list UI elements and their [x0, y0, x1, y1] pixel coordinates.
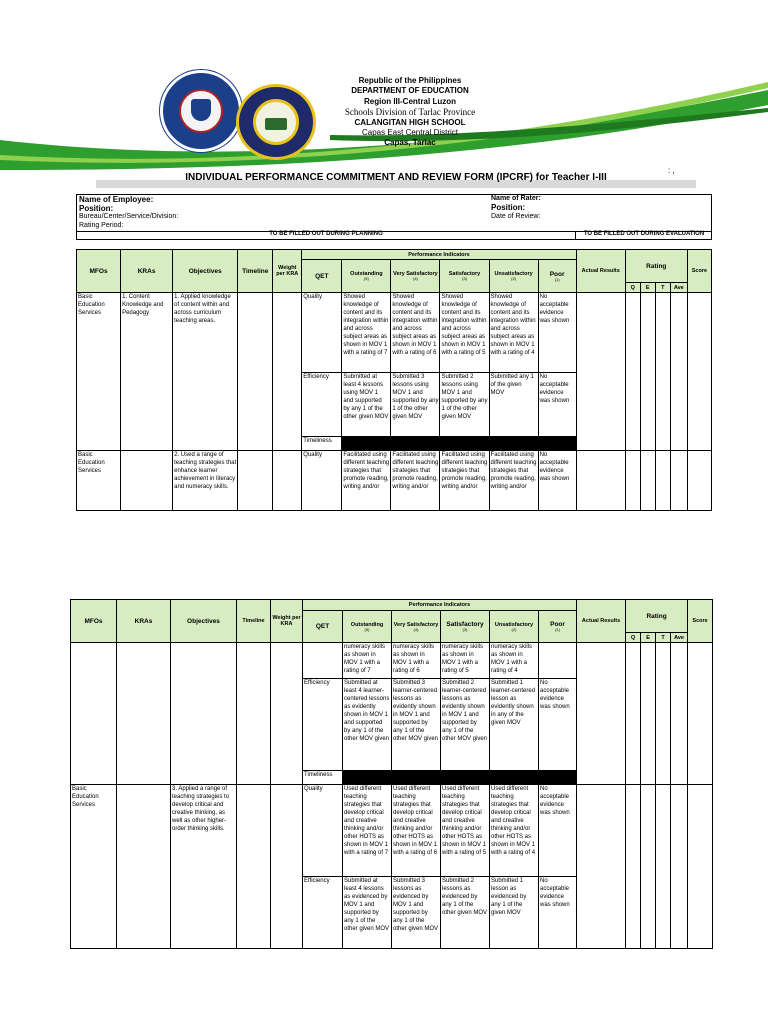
timeliness-blackout — [342, 437, 576, 451]
employee-position-label: Position: — [79, 204, 114, 213]
indicator-very-satisfactory: Submitted 3 learner-centered lessons as evidently shown in MOV 1 and supported by any 1 of the other MOV given — [392, 679, 441, 771]
rating-ave-cell[interactable] — [670, 293, 687, 451]
kra-cell — [117, 785, 171, 949]
rater-position-label: Position: — [491, 203, 526, 212]
objective-cell: 1. Applied knowledge of content within and across curriculum teaching areas. — [173, 293, 238, 451]
qet-quality: Quality — [303, 785, 343, 877]
header-town: Capas, Tarlac — [384, 138, 436, 147]
kra-cell — [121, 451, 173, 511]
qet-efficiency: Efficiency — [302, 373, 342, 437]
rating-t-cell[interactable] — [656, 785, 671, 949]
qet-timeliness: Timeliness — [303, 771, 343, 785]
col-unsatisfactory: Unsatisfactory (2) — [490, 611, 539, 643]
employee-info-box — [76, 194, 712, 240]
header-division: Schools Division of Tarlac Province — [344, 107, 476, 117]
ipcrf-table-1 — [76, 249, 712, 511]
header-deped: DEPARTMENT OF EDUCATION — [351, 86, 469, 95]
rating-e-cell[interactable] — [641, 785, 656, 949]
header-region: Region III-Central Luzon — [364, 97, 456, 106]
indicator-very-satisfactory: Submitted 3 lessons as evidenced by MOV 1 and supported by any 1 of the other given MOV — [392, 877, 441, 949]
col-timeline: Timeline — [237, 600, 271, 643]
indicator-very-satisfactory: numeracy skills as shown in MOV 1 with a rating of 6 — [392, 643, 441, 679]
objective-cell: 2. Used a range of teaching strategies that enhance learner achievement in literacy and numeracy skills. — [173, 451, 238, 511]
indicator-unsatisfactory: numeracy skills as shown in MOV 1 with a rating of 4 — [490, 643, 539, 679]
bureau-label: Bureau/Center/Service/Division: — [79, 213, 179, 220]
table-row — [77, 451, 712, 511]
qet-quality: Quality — [302, 293, 342, 373]
objective-cell — [171, 643, 237, 785]
rating-q-cell[interactable] — [625, 451, 640, 511]
weight-cell[interactable] — [271, 785, 303, 949]
col-rating-ave: Ave — [670, 283, 687, 293]
indicator-very-satisfactory: Used different teaching strategies that develop critical and creative thinking and/or other HOTS as shown in MOV 1 with a rating of 6 — [392, 785, 441, 877]
indicator-outstanding: Showed knowledge of content and its integration within and across subject areas as shown in MOV 1 with a rating of 7 — [342, 293, 391, 373]
indicator-unsatisfactory: Submitted 1 lesson as evidenced by any 1 of the given MOV — [490, 877, 539, 949]
indicator-satisfactory: Submitted 2 lessons using MOV 1 and supported by any 1 of the other given MOV — [440, 373, 489, 437]
col-very-satisfactory: Very Satisfactory (4) — [391, 260, 440, 293]
col-rating-ave: Ave — [671, 633, 688, 643]
indicator-unsatisfactory: Used different teaching strategies that develop critical and creative thinking and/or other HOTS as shown in MOV 1 with a rating of 4 — [490, 785, 539, 877]
header-republic: Republic of the Philippines — [358, 76, 462, 85]
rating-t-cell[interactable] — [656, 643, 671, 785]
col-rating-t: T — [655, 283, 670, 293]
rating-ave-cell[interactable] — [670, 451, 687, 511]
actual-results-cell[interactable] — [576, 451, 625, 511]
header-district: Capas East Central District — [361, 128, 459, 137]
weight-cell[interactable] — [273, 451, 302, 511]
col-unsatisfactory: Unsatisfactory (2) — [489, 260, 538, 293]
col-objectives: Objectives — [173, 250, 238, 293]
col-rating: Rating — [626, 600, 688, 633]
score-cell[interactable] — [688, 643, 713, 785]
table-row — [77, 293, 712, 373]
kra-cell: 1. Content Knowledge and Pedagogy — [121, 293, 173, 451]
score-cell[interactable] — [687, 293, 711, 451]
mfo-cell: Basic Education Services — [71, 785, 117, 949]
actual-results-cell[interactable] — [577, 785, 626, 949]
col-mfos: MFOs — [71, 600, 117, 643]
actual-results-cell[interactable] — [577, 643, 626, 785]
col-poor: Poor (1) — [538, 260, 576, 293]
col-actual-results: Actual Results — [576, 250, 625, 293]
rating-period-label: Rating Period: — [79, 222, 124, 229]
rating-ave-cell[interactable] — [671, 643, 688, 785]
rater-name-label: Name of Rater: — [491, 195, 541, 202]
mfo-cell: Basic Education Services — [77, 451, 121, 511]
timeline-cell[interactable] — [237, 643, 271, 785]
indicator-poor: No acceptable evidence was shown — [539, 877, 577, 949]
employee-name-label: Name of Employee: — [79, 195, 154, 204]
indicator-satisfactory: Showed knowledge of content and its integration within and across subject areas as shown in MOV 1 with a rating of 5 — [440, 293, 489, 373]
col-outstanding: Outstanding (5) — [343, 611, 392, 643]
col-very-satisfactory: Very Satisfactory (4) — [392, 611, 441, 643]
ipcrf-table-2 — [70, 599, 713, 949]
fill-planning-label: TO BE FILLED OUT DURING PLANNING — [269, 231, 383, 237]
indicator-satisfactory: Used different teaching strategies that develop critical and creative thinking and/or other HOTS as shown in MOV 1 with a rating of 5 — [441, 785, 490, 877]
timeline-cell[interactable] — [237, 785, 271, 949]
indicator-outstanding: Submitted at least 4 lessons as evidenced by MOV 1 and supported by any 1 of the other given MOV — [343, 877, 392, 949]
timeline-cell[interactable] — [238, 293, 273, 451]
score-cell[interactable] — [688, 785, 713, 949]
indicator-poor — [539, 643, 577, 679]
col-kras: KRAs — [121, 250, 173, 293]
indicator-satisfactory: numeracy skills as shown in MOV 1 with a rating of 5 — [441, 643, 490, 679]
weight-cell[interactable] — [273, 293, 302, 451]
col-rating-e: E — [640, 283, 655, 293]
indicator-poor: No acceptable evidence was shown — [538, 293, 576, 373]
actual-results-cell[interactable] — [576, 293, 625, 451]
col-score: Score — [688, 600, 713, 643]
indicator-poor: No acceptable evidence was shown — [539, 785, 577, 877]
col-satisfactory: Satisfactory (3) — [441, 611, 490, 643]
indicator-poor: No acceptable evidence was shown — [538, 373, 576, 437]
col-timeline: Timeline — [238, 250, 273, 293]
rating-e-cell[interactable] — [640, 451, 655, 511]
col-performance-indicators: Performance Indicators — [302, 250, 576, 260]
timeline-cell[interactable] — [238, 451, 273, 511]
indicator-unsatisfactory: Facilitated using different teaching strategies that promote reading, writing and/or — [489, 451, 538, 511]
score-cell[interactable] — [687, 451, 711, 511]
col-rating-e: E — [641, 633, 656, 643]
rating-q-cell[interactable] — [626, 785, 641, 949]
col-weight: Weight per KRA — [273, 250, 302, 293]
rating-e-cell[interactable] — [641, 643, 656, 785]
header-school: CALANGITAN HIGH SCHOOL — [354, 118, 466, 127]
review-date-label: Date of Review: — [491, 213, 541, 220]
col-poor: Poor (1) — [539, 611, 577, 643]
col-actual-results: Actual Results — [577, 600, 626, 643]
col-rating-t: T — [656, 633, 671, 643]
indicator-outstanding: numeracy skills as shown in MOV 1 with a rating of 7 — [343, 643, 392, 679]
rating-e-cell[interactable] — [640, 293, 655, 451]
indicator-satisfactory: Submitted 2 lessons as evidenced by any 1 of the other given MOV — [441, 877, 490, 949]
col-performance-indicators: Performance Indicators — [303, 600, 577, 611]
col-mfos: MFOs — [77, 250, 121, 293]
indicator-unsatisfactory: Showed knowledge of content and its integration within and across subject areas as shown in MOV 1 with a rating of 4 — [489, 293, 538, 373]
col-rating-q: Q — [625, 283, 640, 293]
indicator-poor: No acceptable evidence was shown — [539, 679, 577, 771]
col-qet: QET — [303, 611, 343, 643]
indicator-outstanding: Used different teaching strategies that develop critical and creative thinking and/or other HOTS as shown in MOV 1 with a rating of 7 — [343, 785, 392, 877]
objective-cell: 3. Applied a range of teaching strategies to develop critical and creative thinking, as well as other higher-order thinking skills. — [171, 785, 237, 949]
col-rating: Rating — [625, 250, 687, 283]
qet-quality: Quality — [302, 451, 342, 511]
col-satisfactory: Satisfactory (3) — [440, 260, 489, 293]
col-objectives: Objectives — [171, 600, 237, 643]
table-row — [71, 643, 713, 679]
fill-evaluation-label: TO BE FILLED OUT DURING EVALUATION — [575, 231, 712, 239]
indicator-very-satisfactory: Showed knowledge of content and its integration within and across subject areas as shown in MOV 1 with a rating of 6 — [391, 293, 440, 373]
col-score: Score — [687, 250, 711, 293]
indicator-outstanding: Facilitated using different teaching strategies that promote reading, writing and/or — [342, 451, 391, 511]
kra-cell — [117, 643, 171, 785]
indicator-satisfactory: Facilitated using different teaching strategies that promote reading, writing and/or — [440, 451, 489, 511]
rating-t-cell[interactable] — [655, 451, 670, 511]
qet-efficiency: Efficiency — [303, 877, 343, 949]
tiny-mark: : , — [668, 166, 675, 175]
rating-t-cell[interactable] — [655, 293, 670, 451]
qet-efficiency: Efficiency — [303, 679, 343, 771]
indicator-outstanding: Submitted at least 4 lessons using MOV 1 and supported by any 1 of the other given MOV — [342, 373, 391, 437]
col-outstanding: Outstanding (5) — [342, 260, 391, 293]
indicator-outstanding: Submitted at least 4 learner-centered lessons as evidently shown in MOV 1 and supported by any 1 of the other MOV given — [343, 679, 392, 771]
indicator-unsatisfactory: Submitted any 1 of the given MOV — [489, 373, 538, 437]
rating-q-cell[interactable] — [626, 643, 641, 785]
weight-cell[interactable] — [271, 643, 303, 785]
col-qet: QET — [302, 260, 342, 293]
col-kras: KRAs — [117, 600, 171, 643]
deped-seal-logo — [160, 70, 242, 152]
form-title: INDIVIDUAL PERFORMANCE COMMITMENT AND REVIEW FORM (IPCRF) for Teacher I-III — [185, 172, 607, 183]
col-rating-q: Q — [626, 633, 641, 643]
qet-quality-cont — [303, 643, 343, 679]
indicator-very-satisfactory: Facilitated using different teaching strategies that promote reading, writing and/or — [391, 451, 440, 511]
timeliness-blackout — [343, 771, 577, 785]
qet-timeliness: Timeliness — [302, 437, 342, 451]
col-weight: Weight per KRA — [271, 600, 303, 643]
indicator-poor: No acceptable evidence was shown — [538, 451, 576, 511]
indicator-very-satisfactory: Submitted 3 lessons using MOV 1 and supported by any 1 of the other given MOV — [391, 373, 440, 437]
mfo-cell — [71, 643, 117, 785]
rating-q-cell[interactable] — [625, 293, 640, 451]
rating-ave-cell[interactable] — [671, 785, 688, 949]
mfo-cell: Basic Education Services — [77, 293, 121, 451]
indicator-satisfactory: Submitted 2 learner-centered lessons as evidently shown in MOV 1 and supported by any 1 of the other MOV given — [441, 679, 490, 771]
table-row — [71, 785, 713, 877]
indicator-unsatisfactory: Submitted 1 learner-centered lesson as evidently shown in any of the given MOV — [490, 679, 539, 771]
